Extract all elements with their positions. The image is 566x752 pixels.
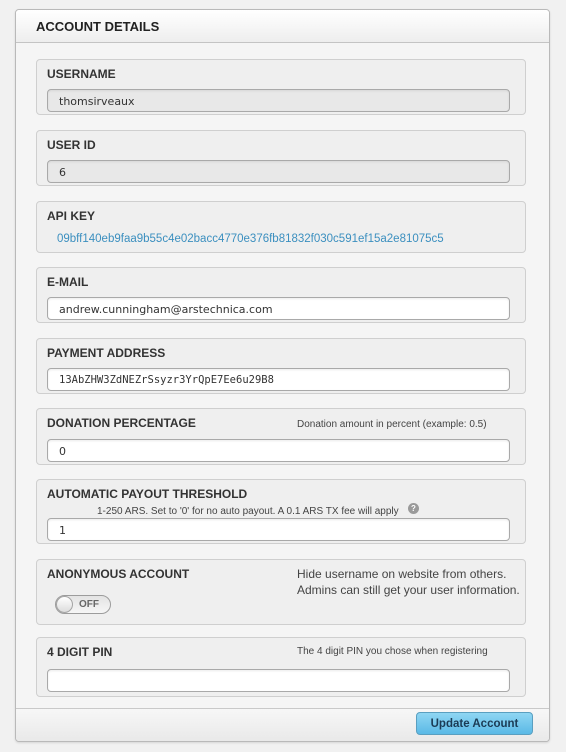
email-section	[36, 267, 526, 323]
toggle-knob	[56, 596, 73, 613]
payment-address-section	[36, 338, 526, 394]
update-account-button[interactable]: Update Account	[416, 712, 533, 735]
panel-title: ACCOUNT DETAILS	[36, 19, 160, 34]
panel-header	[16, 10, 549, 43]
email-label: E-MAIL	[47, 275, 89, 289]
pin-label: 4 DIGIT PIN	[47, 645, 113, 659]
user-id-label: USER ID	[47, 138, 96, 152]
username-section	[36, 59, 526, 115]
donation-hint: Donation amount in percent (example: 0.5)	[297, 419, 487, 430]
question-circle-icon[interactable]: ?	[408, 503, 419, 514]
user-id-section	[36, 130, 526, 186]
api-key-section	[36, 201, 526, 253]
username-field[interactable]: thomsirveaux	[47, 89, 510, 112]
pin-section	[36, 637, 526, 697]
donation-label: DONATION PERCENTAGE	[47, 416, 196, 430]
payout-threshold-hint: 1-250 ARS. Set to '0' for no auto payout. A 0.1 ARS TX fee will apply	[97, 506, 399, 517]
toggle-label: OFF	[79, 599, 99, 610]
payout-threshold-label: AUTOMATIC PAYOUT THRESHOLD	[47, 487, 248, 501]
panel-footer	[16, 708, 549, 741]
anonymous-account-section	[36, 559, 526, 625]
anonymous-toggle[interactable]	[55, 595, 111, 614]
user-id-field[interactable]: 6	[47, 160, 510, 183]
api-key-label: API KEY	[47, 209, 96, 223]
payment-address-label: PAYMENT ADDRESS	[47, 346, 166, 360]
pin-field[interactable]	[47, 669, 510, 692]
email-field[interactable]: andrew.cunningham@arstechnica.com	[47, 297, 510, 320]
donation-section	[36, 408, 526, 465]
payout-threshold-field[interactable]: 1	[47, 518, 510, 541]
anonymous-account-label: ANONYMOUS ACCOUNT	[47, 567, 190, 581]
anonymous-desc-line1: Hide username on website from others.	[297, 567, 507, 581]
payout-threshold-section	[36, 479, 526, 544]
account-details-panel	[15, 9, 550, 742]
pin-hint: The 4 digit PIN you chose when registering	[297, 646, 488, 657]
payment-address-field[interactable]: 13AbZHW3ZdNEZrSsyzr3YrQpE7Ee6u29B8	[47, 368, 510, 391]
api-key-value[interactable]: 09bff140eb9faa9b55c4e02bacc4770e376fb81832f030c591ef15a2e81075c5	[57, 233, 444, 245]
username-label: USERNAME	[47, 67, 116, 81]
donation-percentage-field[interactable]: 0	[47, 439, 510, 462]
anonymous-account-description	[297, 566, 527, 598]
anonymous-desc-line2: Admins can still get your user information.	[297, 583, 520, 597]
